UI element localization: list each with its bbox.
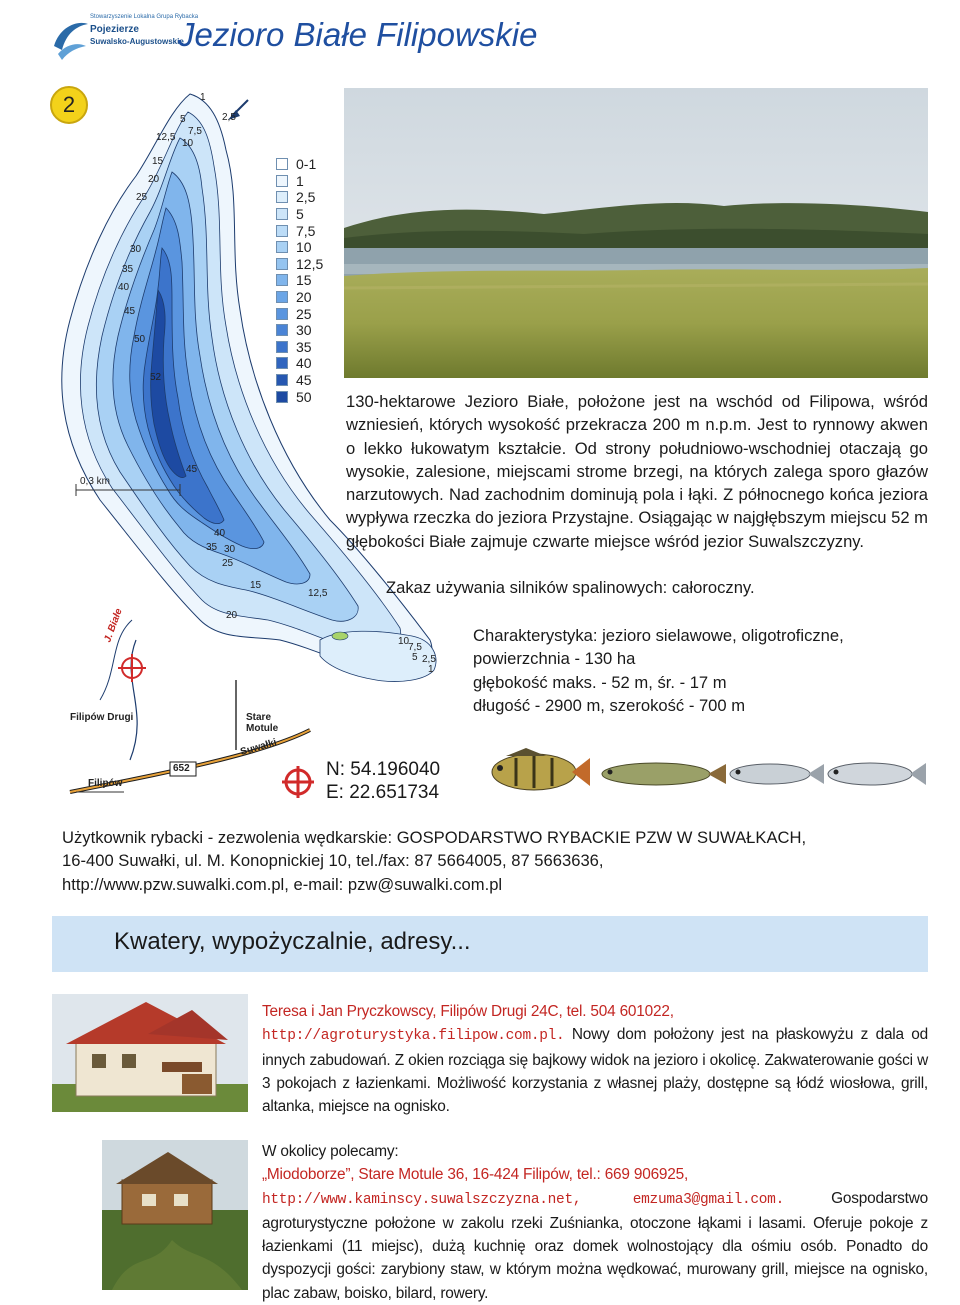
- legend-row: [276, 173, 336, 190]
- lake-number-badge: 2: [50, 86, 88, 124]
- legend-row: [276, 339, 336, 356]
- logo-line3: Suwalsko-Augustowskie: [90, 37, 184, 46]
- legend-label: 45: [296, 372, 312, 389]
- depth-label: 15: [250, 580, 262, 591]
- characteristics-depth: głębokość maks. - 52 m, śr. - 17 m: [473, 672, 727, 692]
- whitefish-icon: [828, 763, 926, 785]
- depth-label: 5: [412, 652, 418, 663]
- legend-row: [276, 355, 336, 372]
- vendace-icon: [730, 764, 824, 784]
- lake-description: 130-hektarowe Jezioro Białe, położone jest na wschód od Filipowa, wśród wzniesień, których wysokość przekracza 200 m n.p.m. Jest to rynnowy akwen o lekko łukowatym kształcie. Od strony południowo-wschodniej otaczają go wysokie, zalesione, miejscami strome brzegi, na których zalega sporo głazów narzutowych. Nad zachodnim dominują pola i łąki. Z północnego końca jeziora wypływa rzeczka do jeziora Przystajne. Osiągając w najgłębszym miejscu 52 m głębokości Białe zajmuje czwarte miejsce wśród jezior Suwalszczyzny.: [346, 392, 928, 551]
- legend-swatch: [276, 357, 288, 369]
- coordinates-marker-icon: [282, 766, 314, 798]
- listing-pryczkowscy: [262, 1000, 928, 1118]
- depth-legend: [276, 156, 336, 405]
- longitude: E: 22.651734: [326, 782, 440, 803]
- depth-label: 2,5: [222, 112, 236, 123]
- accommodation-banner: [52, 916, 928, 972]
- house-photo-miodoborze: [102, 1140, 248, 1290]
- legend-swatch: [276, 191, 288, 203]
- latitude: N: 54.196040: [326, 759, 441, 780]
- characteristics-area: powierzchnia - 130 ha: [473, 649, 636, 669]
- legend-row: [276, 272, 336, 289]
- legend-swatch: [276, 324, 288, 336]
- depth-label: 5: [180, 114, 186, 125]
- legend-row: [276, 289, 336, 306]
- listing-miodoborze: [262, 1140, 928, 1305]
- village-label-stare-motule: Stare Motule: [246, 712, 279, 734]
- legend-swatch: [276, 225, 288, 237]
- listing2-name: „Miodoborze”, Stare Motule 36, 16-424 Filipów, tel.: 669 906925,: [262, 1166, 689, 1184]
- depth-label: 1: [428, 664, 434, 675]
- legend-label: 35: [296, 338, 312, 355]
- listing1-text: Nowy dom położony jest na płaskowyżu z dala od innych zabudowań. Z okien rozciąga się bajkowy widok na jezioro i okolicę. Zakwaterowanie gości w 3 pokojach z łazienkami. Możliwość korzystania z własnej plaży, dostępne są łódź wiosłowa, grill, altanka, miejsce na ognisko.: [262, 1026, 928, 1116]
- depth-label: 45: [124, 306, 136, 317]
- permit-links[interactable]: http://www.pzw.suwalki.com.pl, e-mail: pzw@suwalki.com.pl: [62, 874, 503, 894]
- legend-swatch: [276, 241, 288, 253]
- legend-row: [276, 206, 336, 223]
- depth-label: 15: [152, 156, 164, 167]
- legend-label: 5: [296, 206, 304, 223]
- legend-label: 1: [296, 172, 304, 189]
- legend-label: 12,5: [296, 255, 324, 272]
- legend-swatch: [276, 308, 288, 320]
- lake-photo: [344, 88, 928, 378]
- depth-label: 2,5: [422, 654, 436, 665]
- organization-logo: [50, 14, 199, 62]
- legend-label: 2,5: [296, 189, 316, 206]
- fish-logo-icon: [50, 16, 90, 62]
- pike-icon: [602, 763, 726, 785]
- legend-row: [276, 322, 336, 339]
- depth-label: 35: [122, 264, 134, 275]
- depth-label: 25: [222, 558, 234, 569]
- legend-label: 40: [296, 355, 312, 372]
- legend-label: 15: [296, 272, 312, 289]
- logo-line1: Stowarzyszenie Lokalna Grupa Rybacka: [90, 14, 199, 20]
- listing2-intro: W okolicy polecamy:: [262, 1143, 399, 1160]
- road-number-badge: 652: [173, 763, 190, 774]
- fishing-spot-marker: [118, 654, 146, 682]
- listing1-name: Teresa i Jan Pryczkowscy, Filipów Drugi 24C, tel. 504 601022,: [262, 1003, 674, 1020]
- legend-swatch: [276, 175, 288, 187]
- house-photo-pryczkowscy: [52, 994, 248, 1112]
- road-label-suwalki: Suwałki: [239, 737, 279, 758]
- depth-label: 25: [136, 192, 148, 203]
- depth-label: 10: [182, 138, 194, 149]
- engine-ban-notice: Zakaz używania silników spalinowych: całoroczny.: [386, 578, 755, 597]
- legend-label: 20: [296, 289, 312, 306]
- fish-species-row: [486, 744, 930, 800]
- depth-label: 7,5: [188, 126, 202, 137]
- legend-label: 25: [296, 305, 312, 322]
- legend-swatch: [276, 274, 288, 286]
- permit-line1: Użytkownik rybacki - zezwolenia wędkarskie: GOSPODARSTWO RYBACKIE PZW W SUWAŁKACH,: [62, 828, 807, 847]
- page-title: Jezioro Białe Filipowskie: [178, 16, 538, 53]
- village-label-filipow-drugi: Filipów Drugi: [70, 712, 134, 723]
- depth-label: 40: [118, 282, 130, 293]
- perch-icon: [492, 748, 590, 790]
- depth-label: 35: [206, 542, 218, 553]
- legend-swatch: [276, 291, 288, 303]
- legend-label: 7,5: [296, 222, 316, 239]
- legend-row: [276, 239, 336, 256]
- legend-swatch: [276, 158, 288, 170]
- depth-label: 30: [224, 544, 236, 555]
- depth-label: 1: [200, 92, 206, 103]
- depth-label: 10: [398, 636, 410, 647]
- legend-row: [276, 222, 336, 239]
- legend-row: [276, 189, 336, 206]
- depth-label: 12,5: [308, 588, 328, 599]
- logo-line2: Pojezierze: [90, 24, 139, 35]
- gps-coordinates: [326, 758, 440, 804]
- town-label-filipow: Filipów: [88, 778, 123, 789]
- legend-label: 10: [296, 239, 312, 256]
- fishing-permit-info: [62, 826, 942, 896]
- legend-swatch: [276, 341, 288, 353]
- listing1-url[interactable]: http://agroturystyka.filipow.com.pl.: [262, 1028, 565, 1045]
- depth-label: 30: [130, 244, 142, 255]
- legend-row: [276, 156, 336, 173]
- depth-label: 52: [150, 372, 162, 383]
- legend-row: [276, 305, 336, 322]
- map-scale-label: 0,3 km: [80, 476, 111, 487]
- stream-label: J. Białe: [102, 607, 125, 644]
- legend-swatch: [276, 208, 288, 220]
- accommodation-title: Kwatery, wypożyczalnie, adresy...: [114, 928, 471, 955]
- legend-swatch: [276, 374, 288, 386]
- legend-swatch: [276, 258, 288, 270]
- legend-row: [276, 372, 336, 389]
- characteristics-type: Charakterystyka: jezioro sielawowe, oligotroficzne,: [473, 626, 844, 645]
- depth-label: 45: [186, 464, 198, 475]
- depth-label: 20: [148, 174, 160, 185]
- characteristics-dimensions: długość - 2900 m, szerokość - 700 m: [473, 695, 746, 715]
- legend-label: 30: [296, 322, 312, 339]
- depth-label: 12,5: [156, 132, 176, 143]
- legend-label: 0-1: [296, 156, 317, 173]
- depth-label: 7,5: [408, 642, 422, 653]
- listing2-text: Gospodarstwo agroturystyczne położone w zakolu rzeki Zuśnianka, otoczone łąkami i lasami. Oferuje pokoje z łazienkami (11 miejsc), dużą kuchnię oraz domek wolnostojący dla ośmiu osób. Ponadto do dyspozycji gości: zarybiony staw, w którym można wędkować, murowany grill, miejsce na ognisko, plac zabaw, boisko, bilard, rowery.: [262, 1189, 928, 1302]
- depth-label: 40: [214, 528, 226, 539]
- lake-characteristics: [473, 624, 844, 717]
- permit-line2: 16-400 Suwałki, ul. M. Konopnickiej 10, tel./fax: 87 5664005, 87 5663636,: [62, 851, 604, 871]
- legend-label: 50: [296, 388, 312, 405]
- depth-label: 20: [226, 610, 238, 621]
- depth-label: 50: [134, 334, 146, 345]
- legend-row: [276, 256, 336, 273]
- listing2-url[interactable]: http://www.kaminscy.suwalszczyzna.net, emzuma3@gmail.com.: [262, 1191, 784, 1208]
- legend-swatch: [276, 391, 288, 403]
- legend-row: [276, 388, 336, 405]
